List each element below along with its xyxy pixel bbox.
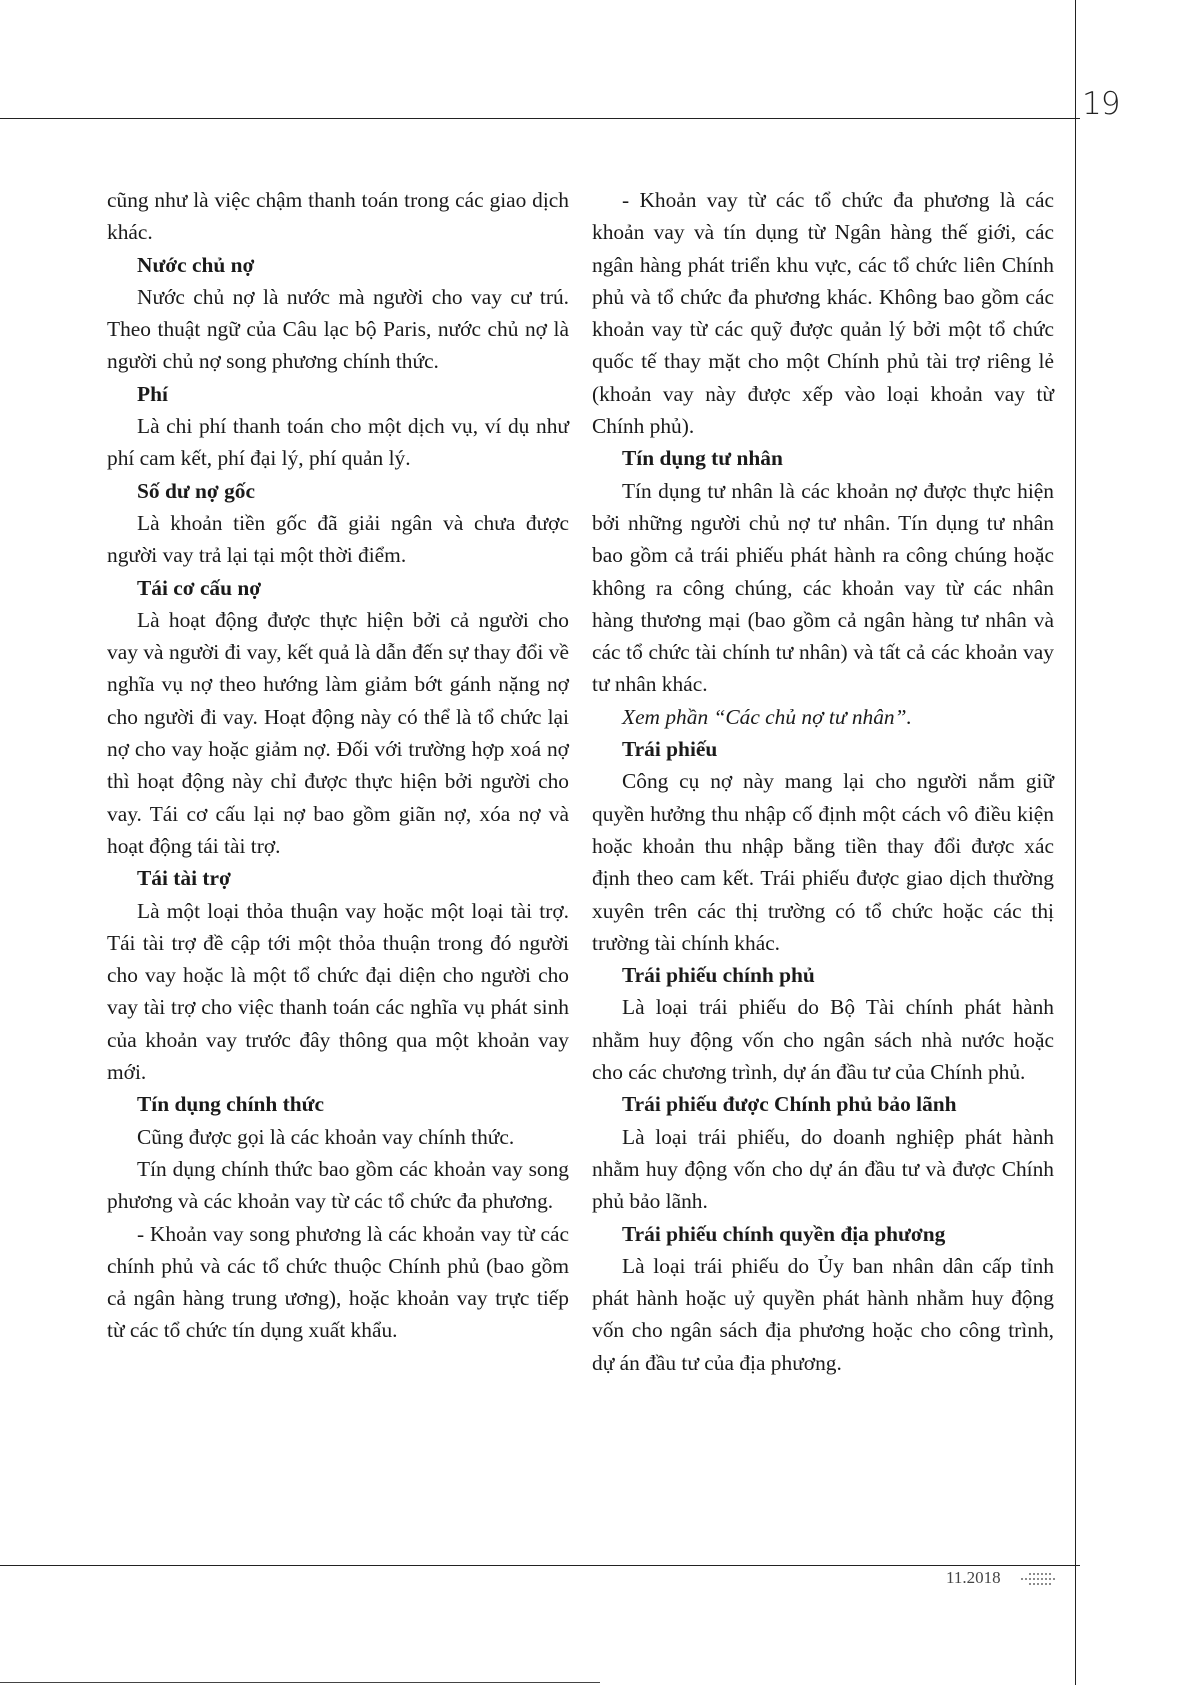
paragraph: - Khoản vay song phương là các khoản vay từ các chính phủ và các tổ chức thuộc Chính phủ (bao gồm cả ngân hàng trung ương), hoặc khoản vay trực tiếp từ các tổ chức tín dụng xuất khẩu.	[107, 1221, 569, 1343]
paragraph: Là loại trái phiếu, do doanh nghiệp phát hành nhằm huy động vốn cho dự án đầu tư và được Chính phủ bảo lãnh.	[592, 1124, 1054, 1214]
issue-date: 11.2018	[946, 1568, 1001, 1587]
paragraph: Tín dụng tư nhân là các khoản nợ được thực hiện bởi những người chủ nợ tư nhân. Tín dụng tư nhân bao gồm cả trái phiếu phát hành ra công chúng hoặc không ra công chúng, các khoản vay từ các nhân hàng thương mại (bao gồm cả ngân hàng tư nhân và các tổ chức tài chính tư nhân) và tất cả các khoản vay tư nhân khác.	[592, 478, 1054, 697]
term-heading: Tái cơ cấu nợ	[137, 575, 262, 600]
paragraph: cũng như là việc chậm thanh toán trong các giao dịch khác.	[107, 188, 569, 245]
paragraph: Là một loại thỏa thuận vay hoặc một loại tài trợ. Tái tài trợ đề cập tới một thỏa thuận trong đó người cho vay hoặc là một tổ chức đại diện cho người cho vay tài trợ cho việc thanh toán các nghĩa vụ phát sinh của khoản vay trước đây thông qua một khoản vay mới.	[107, 898, 569, 1085]
right-column	[592, 184, 1054, 1379]
term-heading: Nước chủ nợ	[137, 252, 255, 277]
term-heading: Trái phiếu được Chính phủ bảo lãnh	[622, 1092, 957, 1117]
paragraph: Công cụ nợ này mang lại cho người nắm giữ quyền hưởng thu nhập cố định một cách vô điều kiện hoặc khoản thu nhập bằng tiền thay đổi được xác định theo cam kết. Trái phiếu được giao dịch thường xuyên trên các thị trường có tổ chức hoặc các thị trường tài chính khác.	[592, 769, 1054, 955]
paragraph: - Khoản vay từ các tổ chức đa phương là các khoản vay và tín dụng từ Ngân hàng thế giới, các ngân hàng phát triển khu vực, các tổ chức liên Chính phủ và tổ chức đa phương khác. Không bao gồm các khoản vay từ các quỹ được quản lý bởi một tổ chức quốc tế thay mặt cho một Chính phủ tài trợ riêng lẻ (khoản vay này được xếp vào loại khoản vay từ Chính phủ).	[592, 188, 1054, 439]
term-heading: Trái phiếu chính phủ	[622, 963, 815, 988]
header-rule	[0, 118, 1080, 119]
paragraph: Là loại trái phiếu do Ủy ban nhân dân cấp tỉnh phát hành hoặc uỷ quyền phát hành nhằm huy động vốn cho ngân sách địa phương hoặc cho công trình, dự án đầu tư của địa phương.	[592, 1253, 1054, 1375]
term-heading: Trái phiếu	[622, 737, 718, 762]
left-column	[107, 184, 569, 1347]
paragraph: Cũng được gọi là các khoản vay chính thức.	[137, 1124, 515, 1149]
term-heading: Tín dụng chính thức	[137, 1092, 325, 1117]
page-number: 19	[1082, 86, 1120, 122]
paragraph: Nước chủ nợ là nước mà người cho vay cư trú. Theo thuật ngữ của Câu lạc bộ Paris, nước chủ nợ là người chủ nợ song phương chính thức.	[107, 284, 569, 374]
footer-rule	[0, 1565, 1080, 1566]
margin-rule	[1075, 0, 1076, 1685]
bottom-edge-rule	[0, 1682, 600, 1683]
cross-reference: Xem phần “Các chủ nợ tư nhân”.	[622, 704, 912, 729]
paragraph: Là khoản tiền gốc đã giải ngân và chưa được người vay trả lại tại một thời điểm.	[107, 510, 569, 568]
dots-ornament-icon	[1020, 1571, 1056, 1587]
term-heading: Số dư nợ gốc	[137, 478, 255, 503]
term-heading: Tái tài trợ	[137, 866, 231, 891]
term-heading: Phí	[137, 381, 168, 406]
paragraph: Tín dụng chính thức bao gồm các khoản vay song phương và các khoản vay từ các tổ chức đa phương.	[107, 1156, 569, 1214]
paragraph: Là hoạt động được thực hiện bởi cả người cho vay và người đi vay, kết quả là dẫn đến sự thay đổi về nghĩa vụ nợ theo hướng làm giảm bớt gánh nặng nợ cho người đi vay. Hoạt động này có thể là tổ chức lại nợ cho vay hoặc giảm nợ. Đối với trường hợp xoá nợ thì hoạt động này chỉ được thực hiện bởi người cho vay. Tái cơ cấu lại nợ bao gồm giãn nợ, xóa nợ và hoạt động tái tài trợ.	[107, 607, 569, 858]
term-heading: Tín dụng tư nhân	[622, 446, 783, 471]
paragraph: Là loại trái phiếu do Bộ Tài chính phát hành nhằm huy động vốn cho ngân sách nhà nước hoặc cho các chương trình, dự án đầu tư của Chính phủ.	[592, 995, 1054, 1085]
term-heading: Trái phiếu chính quyền địa phương	[622, 1221, 946, 1246]
paragraph: Là chi phí thanh toán cho một dịch vụ, ví dụ như phí cam kết, phí đại lý, phí quản lý.	[107, 414, 569, 471]
